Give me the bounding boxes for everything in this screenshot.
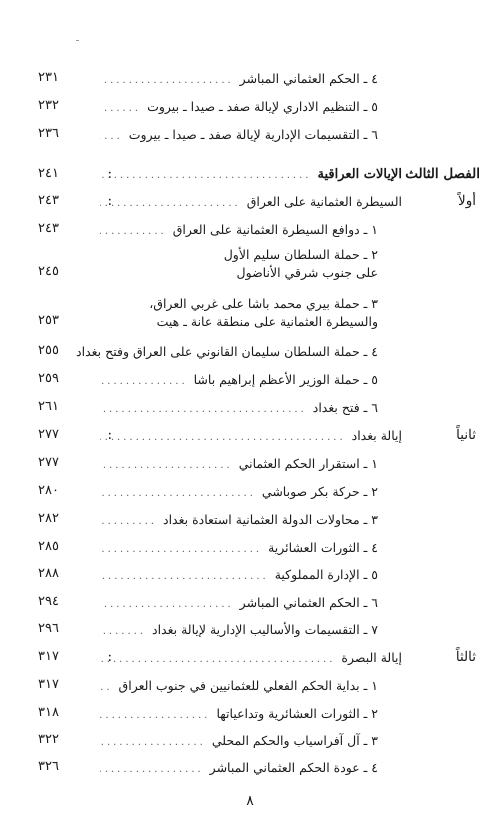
entry-page: ٢٣١ [38,70,59,85]
entry-title: ٦ ـ فتح بغداد [312,400,378,415]
leader-dots [100,100,141,118]
leader-dots [100,373,188,391]
leader-dots [100,401,307,419]
section-colon: : [107,649,112,665]
entry-title: ٦ ـ الحكم العثماني المباشر [239,595,378,610]
entry-title: ٤ ـ حملة السلطان سليمان القانوني على العراق وفتح بغداد [76,344,378,359]
entry-page: ٢٩٤ [38,594,59,609]
leader-dots [100,734,206,752]
entry-page: ٢٨٥ [38,539,59,554]
leader-dots [100,223,167,241]
leader-dots [100,623,146,641]
entry-title-line: ٣ ـ حملة بيري محمد باشا على غربي العراق، [149,296,378,311]
leader-dots [100,596,234,614]
section-page: ٢٤٣ [38,193,59,208]
entry-title: ٥ ـ التنظيم الاداري لإيالة صفد ـ صيدا ـ بيروت [147,99,378,114]
entry-page: ٢٥٥ [38,343,59,358]
leader-dots [100,513,157,531]
entry-page: ٣٢٦ [38,759,59,774]
leader-dots [100,679,113,697]
entry-title: ٢ ـ حركة بكر صوباشي [261,484,378,499]
entry-page: ٢٣٢ [38,98,59,113]
entry-title: ١ ـ بداية الحكم الفعلي للعثمانيين في جنوب العراق [118,678,378,693]
entry-title: ١ ـ دوافع السيطرة العثمانية على العراق [172,222,378,237]
entry-page: ٢٩٦ [38,621,59,636]
chapter-title: الإيالات العراقية [317,167,402,182]
entry-page: ٢٦١ [38,399,59,414]
entry-page: ٢٨٠ [38,483,59,498]
entry-page: ٣١٨ [38,705,59,720]
entry-title: ٢ ـ الثورات العشائرية وتداعياتها [216,706,378,721]
entry-page: ٢٤٥ [38,264,59,279]
leader-dots [100,761,204,779]
entry-title: ٤ ـ عودة الحكم العثماني المباشر [209,760,378,775]
entry-title: ٧ ـ التقسيمات والأساليب الإدارية لإيالة بغداد [152,622,378,637]
entry-title: ٥ ـ حملة الوزير الأعظم إبراهيم باشا [193,372,378,387]
scan-mark [76,40,79,41]
leader-dots [100,128,123,146]
entry-title: ٣ ـ آل آفراسياب والحكم المحلي [211,733,378,748]
entry-page: ٢٥٩ [38,371,59,386]
leader-dots [100,195,241,213]
section-page: ٢٧٧ [38,427,59,442]
leader-dots [100,429,346,447]
chapter-colon: : [107,166,112,182]
entry-title: ٥ ـ الإدارة المملوكية [274,567,378,582]
leader-dots [100,167,311,185]
leader-dots [100,707,210,725]
entry-title: ٤ ـ الثورات العشائرية [268,540,378,555]
entry-page: ٣١٧ [38,677,59,692]
section-title: السيطرة العثمانية على العراق [246,194,402,209]
leader-dots [100,457,233,475]
section-title: إيالة البصرة [341,650,402,665]
entry-title: ٣ ـ محاولات الدولة العثمانية استعادة بغداد [163,512,378,527]
section-title: إيالة بغداد [351,428,402,443]
chapter-label: الفصل الثالث [405,166,480,182]
leader-dots [100,568,269,586]
page-number: ٨ [246,793,254,809]
section-page: ٣١٧ [38,649,59,664]
entry-title: ٤ ـ الحكم العثماني المباشر [239,71,378,86]
leader-dots [100,651,335,669]
entry-title-line: والسيطرة العثمانية على منطقة عانة ـ هيت [156,314,378,329]
leader-dots [100,485,256,503]
entry-title: ١ ـ استقرار الحكم العثماني [238,456,378,471]
entry-title-line: على جنوب شرقي الأناضول [236,265,378,280]
entry-page: ٢٣٦ [38,126,59,141]
section-colon: : [107,193,112,209]
leader-dots [100,541,262,559]
entry-page: ٢٥٣ [38,313,59,328]
entry-title: ٦ ـ التقسيمات الإدارية لإيالة صفد ـ صيدا ـ بيروت [128,127,378,142]
entry-page: ٢٤٣ [38,221,59,236]
entry-page: ٢٨٢ [38,511,59,526]
chapter-page: ٢٤١ [38,166,59,181]
section-label: أولاً [458,193,476,209]
entry-page: ٢٨٨ [38,566,59,581]
entry-title-line: ٢ ـ حملة السلطان سليم الأول [223,247,378,262]
section-label: ثالثاً [455,649,476,665]
section-label: ثانياً [456,427,476,443]
leader-dots [100,72,234,90]
section-colon: : [107,427,112,443]
entry-page: ٣٢٢ [38,732,59,747]
entry-page: ٢٧٧ [38,455,59,470]
